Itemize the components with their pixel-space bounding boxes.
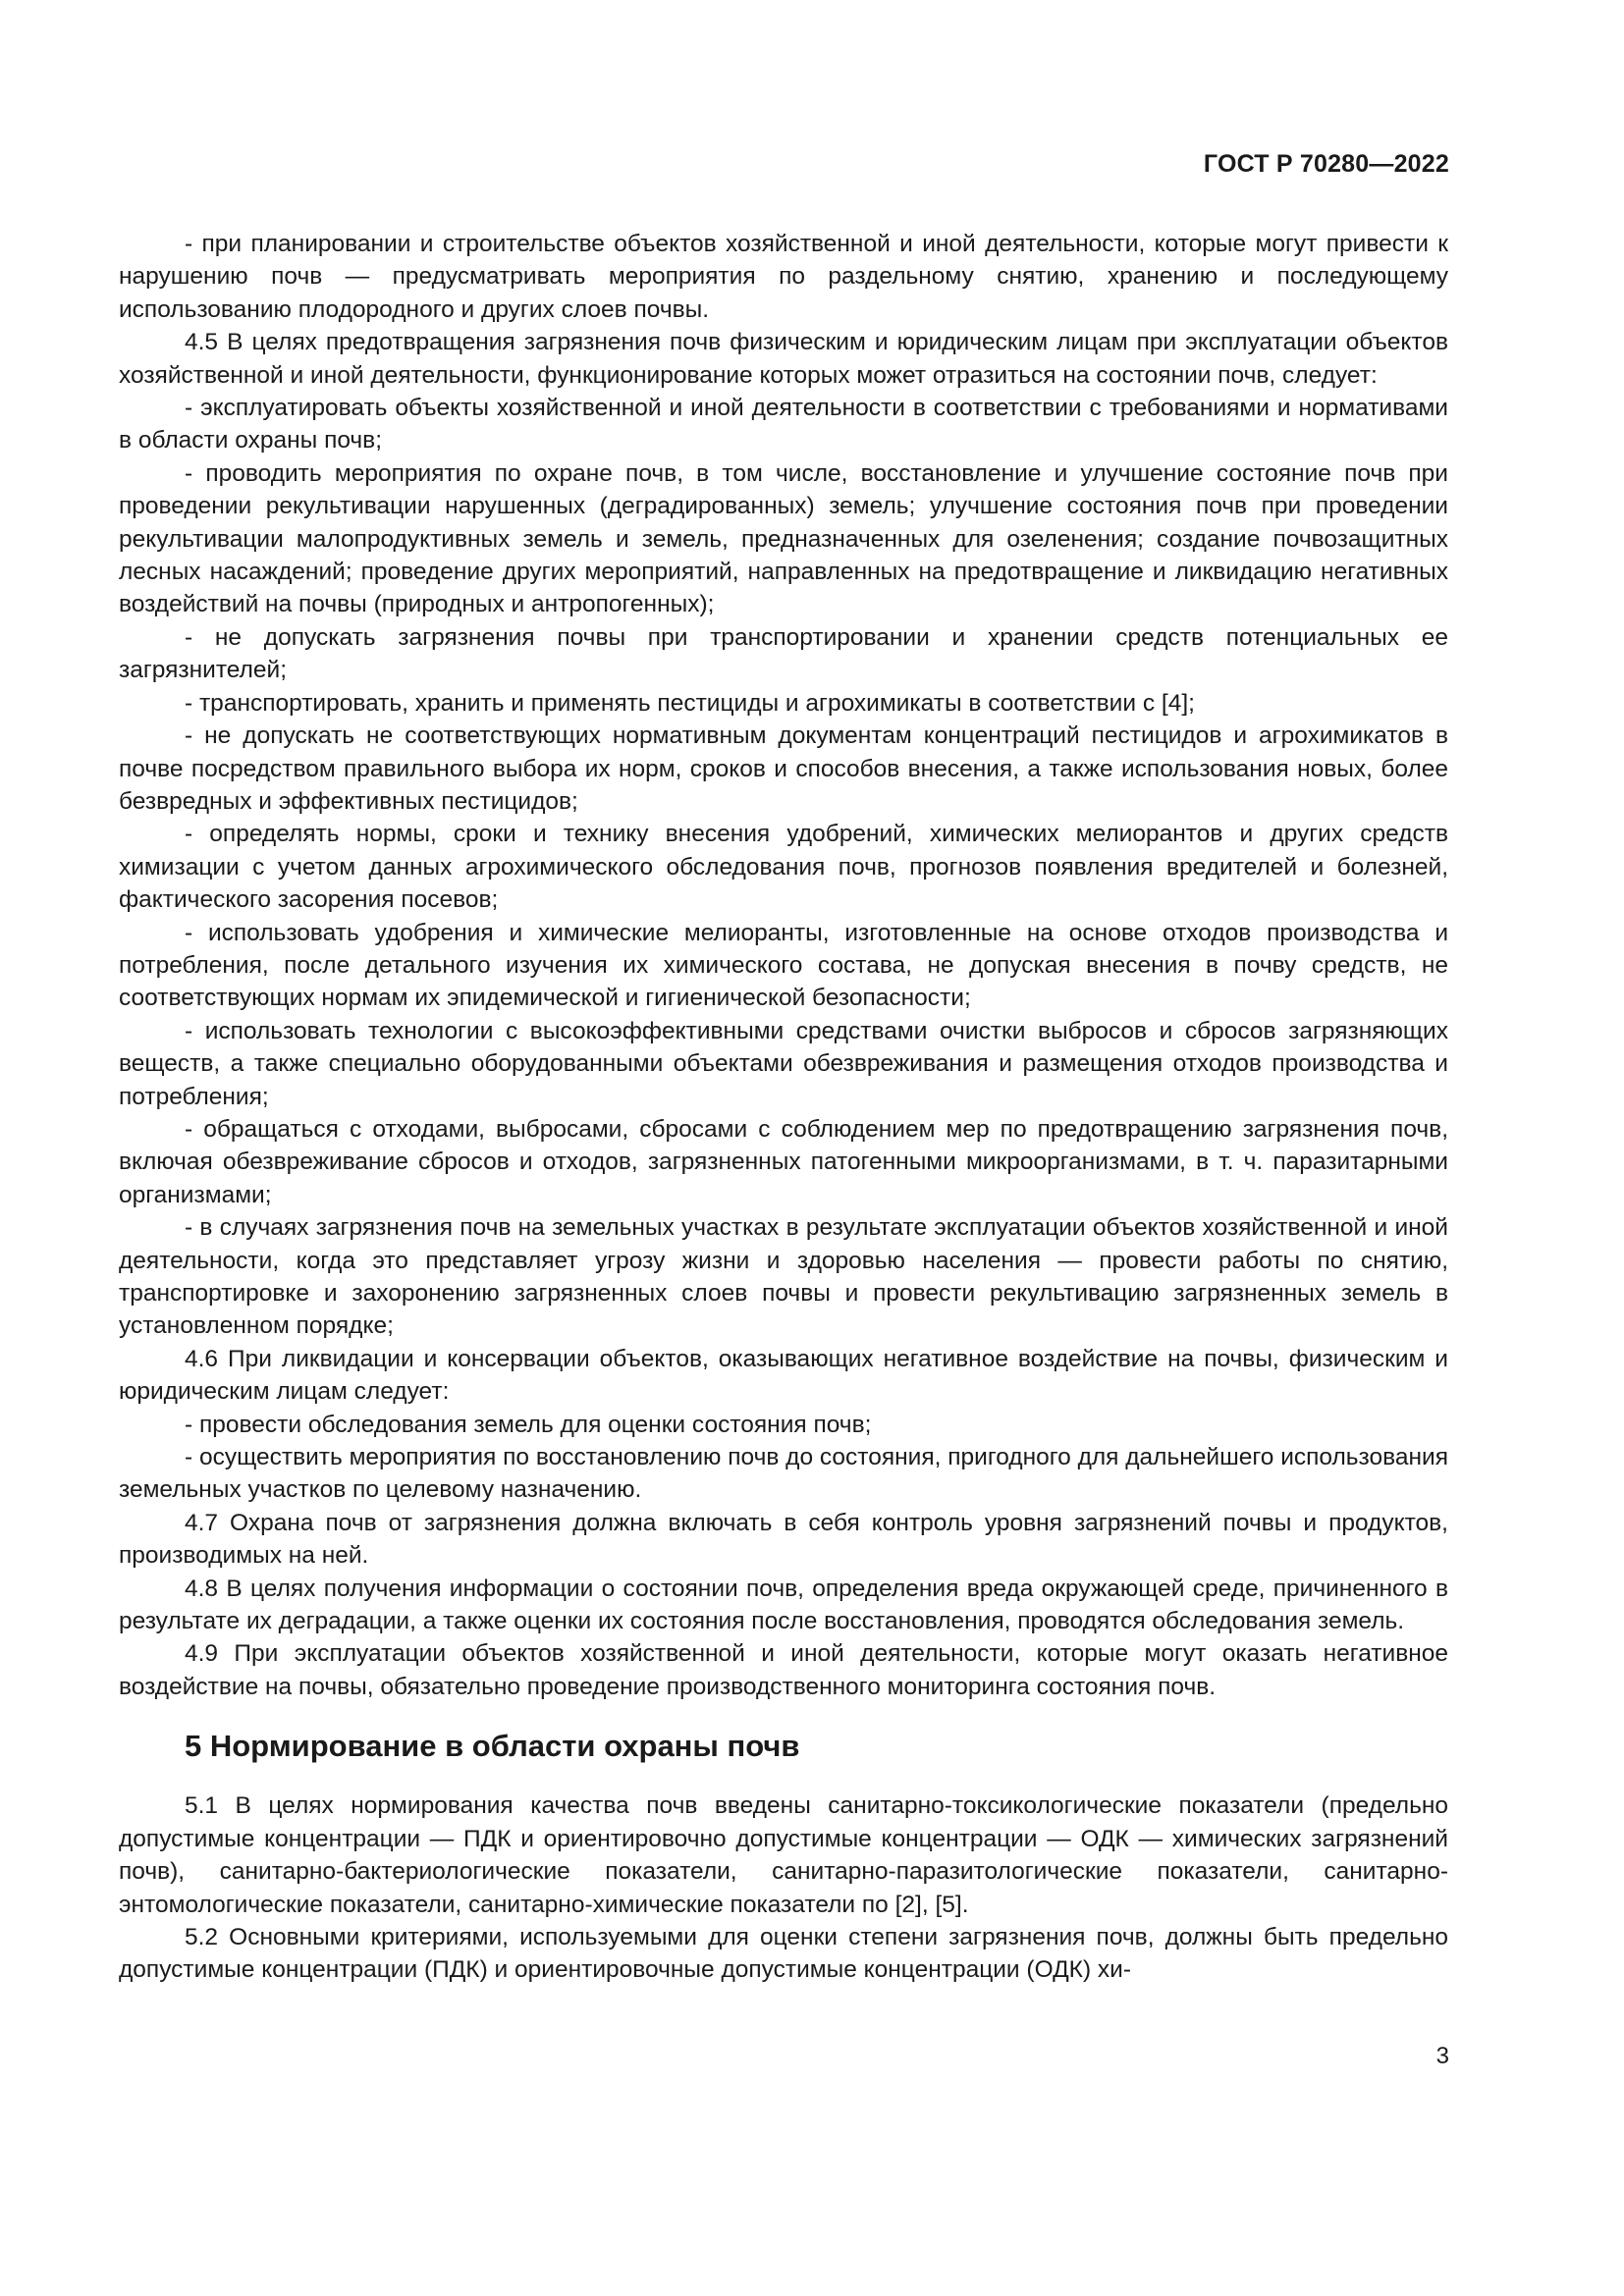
document-id-header: ГОСТ Р 70280—2022 bbox=[1203, 150, 1449, 178]
paragraph: - транспортировать, хранить и применять пестициды и агрохимикаты в соответствии с [4]; bbox=[185, 689, 1195, 717]
paragraph: 4.9 При эксплуатации объектов хозяйственной и иной деятельности, которые могут оказать негативное воздействие на почвы, обязательно проведение производственного мониторинга состояния почв. bbox=[119, 1640, 1448, 1700]
paragraph: 4.8 В целях получения информации о состоянии почв, определения вреда окружающей среде, причиненного в результате их деградации, а также оценки их состояния после восстановления, проводятся обследования земель. bbox=[119, 1575, 1448, 1635]
paragraph: - не допускать загрязнения почвы при транспортировании и хранении средств потенциальных ее загрязнителей; bbox=[119, 623, 1448, 684]
paragraph: 4.5 В целях предотвращения загрязнения почв физическим и юридическим лицам при эксплуатации объектов хозяйственной и иной деятельности, функционирование которых может отразиться на состоянии почв, следует: bbox=[119, 329, 1448, 389]
paragraph: - не допускать не соответствующих нормативным документам концентраций пестицидов и агрохимикатов в почве посредством правильного выбора их норм, сроков и способов внесения, а также использования новых, более безвредных и эффективных пестицидов; bbox=[119, 722, 1448, 815]
paragraph: - осуществить мероприятия по восстановлению почв до состояния, пригодного для дальнейшего использования земельных участков по целевому назначению. bbox=[119, 1444, 1448, 1504]
paragraph: 5.1 В целях нормирования качества почв введены санитарно-токсикологические показатели (предельно допустимые концентрации — ПДК и ориентировочно допустимые концентрации — ОДК — химических загрязнений почв), санитарно-бактериологические показатели, санитарно-паразитологические показатели, санитарно-энтомологические показатели, санитарно-химические показатели по [2], [5]. bbox=[119, 1792, 1448, 1918]
paragraph: - определять нормы, сроки и технику внесения удобрений, химических мелиорантов и других средств химизации с учетом данных агрохимического обследования почв, прогнозов появления вредителей и болезней, фактического засорения посевов; bbox=[119, 821, 1448, 914]
paragraph: 4.6 При ликвидации и консервации объектов, оказывающих негативное воздействие на почвы, физическим и юридическим лицам следует: bbox=[119, 1345, 1448, 1406]
paragraph: - эксплуатировать объекты хозяйственной и иной деятельности в соответствии с требованиями и нормативами в области охраны почв; bbox=[119, 395, 1448, 454]
page-content bbox=[119, 228, 1448, 1987]
paragraph: - проводить мероприятия по охране почв, в том числе, восстановление и улучшение состояние почв при проведении рекультивации нарушенных (деградированных) земель; улучшение состояния почв при проведении рекультивации малопродуктивных земель и земель, предназначенных для озеленения; создание почвозащитных лесных насаждений; проведение других мероприятий, направленных на предотвращение и ликвидацию негативных воздействий на почвы (природных и антропогенных); bbox=[119, 459, 1448, 618]
page-number: 3 bbox=[1435, 2043, 1449, 2069]
paragraph: - в случаях загрязнения почв на земельных участках в результате эксплуатации объектов хозяйственной и иной деятельности, когда это представляет угрозу жизни и здоровью населения — провести работы по снятию, транспортировке и захоронению загрязненных слоев почвы и провести рекультивацию загрязненных земель в установленном порядке; bbox=[119, 1214, 1448, 1340]
paragraph: - провести обследования земель для оценки состояния почв; bbox=[185, 1411, 872, 1438]
section-heading: 5 Нормирование в области охраны почв bbox=[185, 1729, 800, 1764]
paragraph: - использовать удобрения и химические мелиоранты, изготовленные на основе отходов производства и потребления, после детального изучения их химического состава, не допуская внесения в почву средств, не соответствующих нормам их эпидемической и гигиенической безопасности; bbox=[119, 919, 1448, 1012]
paragraph: 5.2 Основными критериями, используемыми для оценки степени загрязнения почв, должны быть предельно допустимые концентрации (ПДК) и ориентировочные допустимые концентрации (ОДК) хи- bbox=[119, 1923, 1448, 1984]
paragraph: - использовать технологии с высокоэффективными средствами очистки выбросов и сбросов загрязняющих веществ, а также специально оборудованными объектами обезвреживания и размещения отходов производства и потребления; bbox=[119, 1017, 1448, 1110]
paragraph: - при планировании и строительстве объектов хозяйственной и иной деятельности, которые могут привести к нарушению почв — предусматривать мероприятия по раздельному снятию, хранению и последующему использованию плодородного и других слоев почвы. bbox=[119, 231, 1448, 323]
paragraph: - обращаться с отходами, выбросами, сбросами с соблюдением мер по предотвращению загрязнения почв, включая обезвреживание сбросов и отходов, загрязненных патогенными микроорганизмами, в т. ч. паразитарными организмами; bbox=[119, 1115, 1448, 1208]
paragraph: 4.7 Охрана почв от загрязнения должна включать в себя контроль уровня загрязнений почвы и продуктов, производимых на ней. bbox=[119, 1509, 1448, 1570]
